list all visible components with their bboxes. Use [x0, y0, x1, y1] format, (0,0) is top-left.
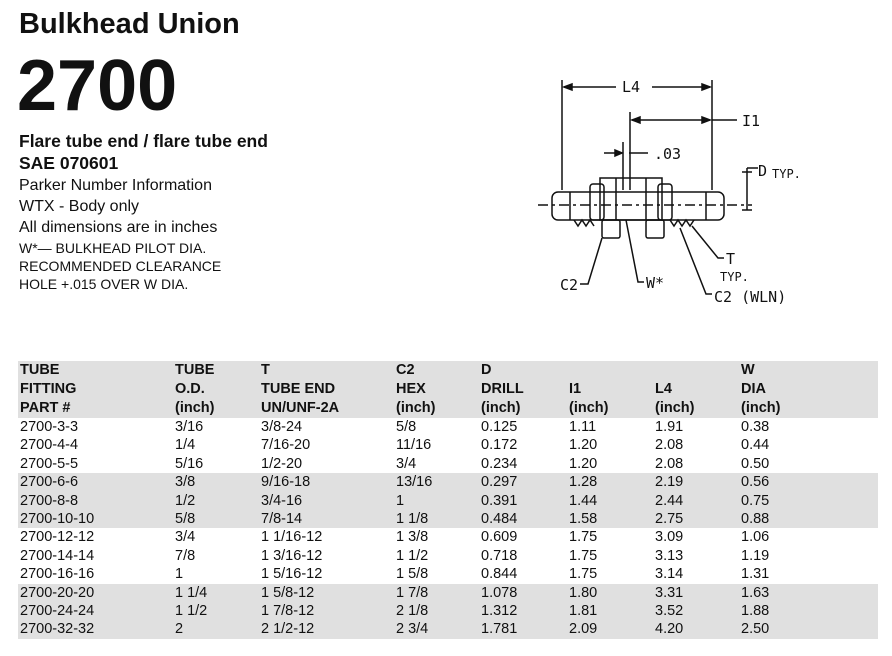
table-row: [18, 455, 878, 473]
table-cell: 1.91: [655, 419, 684, 435]
table-cell: 1.781: [479, 620, 567, 638]
label-d-typ: TYP.: [772, 167, 801, 181]
table-cell: 1/2: [173, 492, 259, 510]
table-cell: 1 1/4: [173, 584, 259, 602]
label-c2-wln: C2 (WLN): [714, 288, 787, 306]
table-cell: 2 1/2-12: [259, 620, 394, 638]
info-line: WTX - Body only: [19, 198, 140, 215]
column-header: DIA: [739, 380, 878, 399]
table-cell: 5/16: [175, 455, 204, 472]
column-header: TUBE END: [259, 380, 394, 399]
column-header: PART #: [18, 399, 173, 418]
table-cell: 2700-4-4: [20, 437, 79, 454]
sae-number: SAE 070601: [19, 153, 119, 173]
table-row: [18, 473, 878, 491]
label-t-typ: TYP.: [720, 270, 749, 284]
table-cell: 1 1/16-12: [261, 529, 323, 546]
table-cell: 3/8-24: [261, 419, 303, 435]
table-cell: 3.14: [655, 566, 684, 583]
info-line: All dimensions are in inches: [19, 219, 218, 236]
column-header: [653, 361, 739, 380]
table-cell: 1 5/16-12: [261, 566, 323, 583]
table-cell: 1.28: [567, 473, 653, 491]
info-line: Parker Number Information: [19, 177, 212, 194]
table-cell: 2: [173, 620, 259, 638]
table-cell: 3/4: [175, 529, 196, 546]
table-cell: 0.234: [481, 455, 518, 472]
table-cell: 1.20: [569, 437, 598, 454]
table-cell: 0.56: [739, 473, 878, 491]
column-header: (inch): [173, 399, 259, 418]
column-header: (inch): [479, 399, 567, 418]
table-cell: 2700-8-8: [18, 492, 173, 510]
column-header: DRILL: [479, 380, 567, 399]
table-cell: 3.13: [655, 547, 684, 564]
table-cell: 2.75: [653, 510, 739, 528]
table-cell: 2700-12-12: [20, 529, 95, 546]
table-cell: 2.08: [655, 437, 684, 454]
table-row: [18, 565, 878, 583]
table-cell: 1: [394, 492, 479, 510]
table-cell: 2700-3-3: [20, 419, 79, 435]
table-cell: 3.52: [653, 602, 739, 620]
table-cell: 1.88: [739, 602, 878, 620]
table-cell: 1.63: [739, 584, 878, 602]
subtitle: Flare tube end / flare tube end: [19, 131, 268, 151]
table-cell: 1.81: [567, 602, 653, 620]
table-cell: 2.09: [567, 620, 653, 638]
label-l4: L4: [622, 78, 641, 96]
table-row: [18, 492, 878, 510]
table-cell: 2700-14-14: [20, 547, 95, 564]
label-i1: I1: [742, 112, 761, 130]
column-header: (inch): [739, 399, 878, 418]
table-cell: 0.718: [481, 547, 518, 564]
table-cell: 0.609: [481, 529, 518, 546]
table-cell: 11/16: [396, 437, 432, 454]
column-header: [567, 361, 653, 380]
column-header: TUBE: [18, 361, 173, 380]
table-cell: 0.172: [481, 437, 518, 454]
table-row: [18, 418, 878, 436]
table-row: [18, 620, 878, 638]
table-cell: 2.50: [739, 620, 878, 638]
header-row: [18, 399, 878, 418]
table-cell: 3/4: [396, 455, 417, 472]
table-cell: 1 3/8: [396, 529, 429, 546]
table-cell: 2.19: [653, 473, 739, 491]
column-header: (inch): [394, 399, 479, 418]
table-header: [18, 361, 878, 418]
table-cell: 1.75: [569, 566, 598, 583]
table-cell: 3.09: [655, 529, 684, 546]
column-header: (inch): [567, 399, 653, 418]
table-cell: 1.75: [569, 547, 598, 564]
part-number: 2700: [17, 46, 178, 126]
label-gap: .03: [654, 145, 682, 163]
table-cell: 1.312: [479, 602, 567, 620]
table-cell: 2 3/4: [394, 620, 479, 638]
table-cell: 7/8-14: [259, 510, 394, 528]
table-cell: 3/8: [173, 473, 259, 491]
table-cell: 2700-16-16: [20, 566, 95, 583]
column-header: TUBE: [173, 361, 259, 380]
table-cell: 0.38: [741, 419, 770, 435]
table-cell: 1 1/8: [394, 510, 479, 528]
column-header: I1: [567, 380, 653, 399]
table-row: [18, 584, 878, 602]
table-row: [18, 528, 878, 546]
note-line: HOLE +.015 OVER W DIA.: [19, 276, 189, 292]
table-cell: 2700-24-24: [18, 602, 173, 620]
table-cell: 1.20: [569, 455, 598, 472]
table-cell: 2700-6-6: [18, 473, 173, 491]
table-cell: 1 5/8-12: [259, 584, 394, 602]
table-cell: 2.44: [653, 492, 739, 510]
table-cell: 3.31: [653, 584, 739, 602]
note-line: RECOMMENDED CLEARANCE: [19, 258, 222, 274]
table-row: [18, 547, 878, 565]
table-row: [18, 602, 878, 620]
table-cell: 3/4-16: [259, 492, 394, 510]
label-t: T: [726, 250, 736, 268]
table-cell: 1.19: [741, 547, 770, 564]
table-cell: 7/8: [175, 547, 196, 564]
table-cell: 1.11: [569, 419, 597, 435]
label-c2: C2: [560, 276, 579, 294]
table-cell: 0.484: [479, 510, 567, 528]
table-cell: 1 5/8: [396, 566, 429, 583]
table-cell: 1.80: [567, 584, 653, 602]
table-cell: 0.391: [479, 492, 567, 510]
column-header: FITTING: [18, 380, 173, 399]
table-cell: 2700-5-5: [20, 455, 79, 472]
table-cell: 2700-10-10: [18, 510, 173, 528]
column-header: W: [739, 361, 878, 380]
label-d: D: [758, 162, 768, 180]
table-cell: 2 1/8: [394, 602, 479, 620]
label-w: W*: [646, 274, 665, 292]
table-cell: 1.58: [567, 510, 653, 528]
column-header: T: [259, 361, 394, 380]
header-row: [18, 380, 878, 399]
table-cell: 13/16: [394, 473, 479, 491]
table-cell: 1 7/8-12: [259, 602, 394, 620]
table-cell: 0.125: [481, 419, 518, 435]
table-cell: 9/16-18: [259, 473, 394, 491]
column-header: UN/UNF-2A: [259, 399, 394, 418]
table-cell: 1.31: [741, 566, 770, 583]
table-cell: 1/2-20: [261, 455, 303, 472]
table-cell: 3/16: [175, 419, 204, 435]
table-cell: 0.44: [741, 437, 770, 454]
table-cell: 7/16-20: [261, 437, 311, 454]
table-cell: 1.078: [479, 584, 567, 602]
table-body: [18, 418, 878, 639]
table-cell: 2.08: [655, 455, 684, 472]
table-row: [18, 436, 878, 454]
table-cell: 1: [175, 566, 184, 583]
table-cell: 2700-32-32: [18, 620, 173, 638]
note-line: W*— BULKHEAD PILOT DIA.: [19, 240, 207, 256]
table-cell: 5/8: [173, 510, 259, 528]
table-cell: 1 1/2: [396, 547, 429, 564]
column-header: (inch): [653, 399, 739, 418]
table-row: [18, 510, 878, 528]
table-cell: 1 3/16-12: [261, 547, 323, 564]
column-header: L4: [653, 380, 739, 399]
column-header: D: [479, 361, 567, 380]
header-row: [18, 361, 878, 380]
table-cell: 2700-20-20: [18, 584, 173, 602]
table-cell: 0.50: [741, 455, 770, 472]
table-cell: 4.20: [653, 620, 739, 638]
table-cell: 1.06: [741, 529, 770, 546]
table-cell: 0.297: [479, 473, 567, 491]
table-cell: 0.88: [739, 510, 878, 528]
column-header: HEX: [394, 380, 479, 399]
table-cell: 1 1/2: [173, 602, 259, 620]
dimensions-table: [18, 361, 878, 639]
page-title: Bulkhead Union: [19, 8, 240, 40]
table-cell: 5/8: [396, 419, 417, 435]
table-cell: 1 7/8: [394, 584, 479, 602]
table-cell: 0.75: [739, 492, 878, 510]
fitting-drawing: [530, 60, 850, 320]
table-cell: 0.844: [481, 566, 518, 583]
table-cell: 1.75: [569, 529, 598, 546]
table-cell: 1.44: [567, 492, 653, 510]
column-header: C2: [394, 361, 479, 380]
table-cell: 1/4: [175, 437, 196, 454]
column-header: O.D.: [173, 380, 259, 399]
